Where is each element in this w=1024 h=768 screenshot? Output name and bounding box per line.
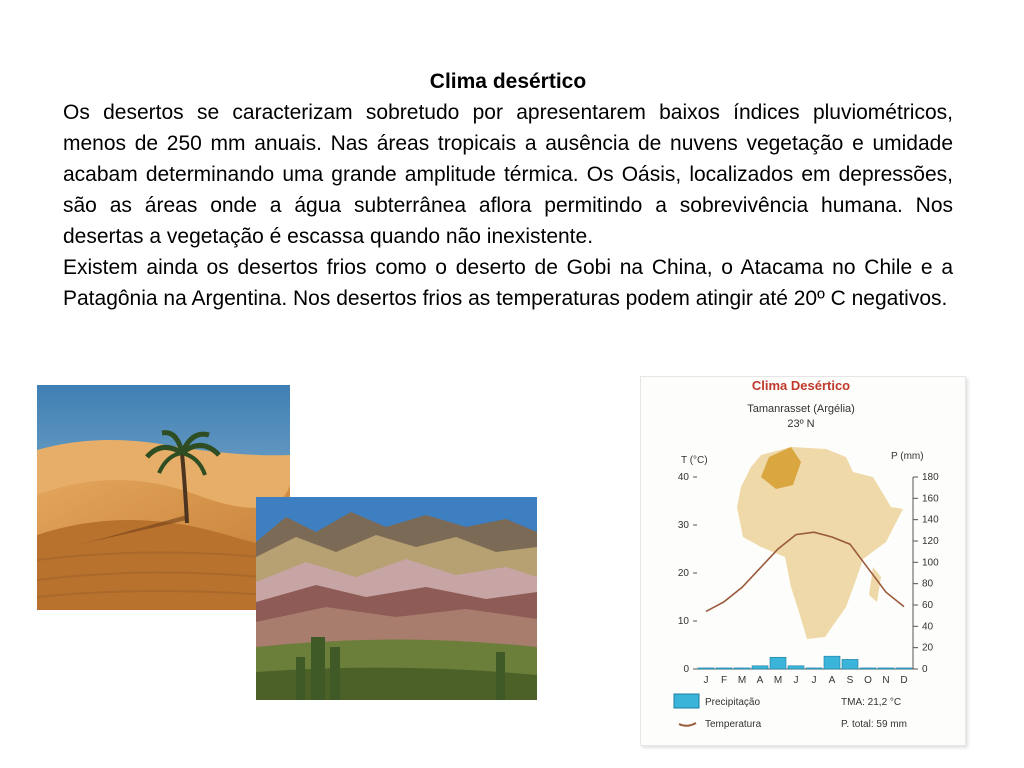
- legend-temp-swatch: [679, 723, 696, 726]
- left-axis-label: T (°C): [681, 455, 708, 466]
- legend-tma-stat: TMA: 21,2 °C: [841, 697, 902, 708]
- precip-bar: [788, 666, 804, 669]
- paragraph-deserts: Os desertos se caracterizam sobretudo por apresentarem baixos índices pluviométricos, menos de 250 mm anuais. Nas áreas tropicais a ausência de nuvens vegetação e umidade acabam determinando uma grande amplitude térmica. Os Oásis, localizados em depressões, são as áreas onde a água subterrânea aflora permitindo a sobrevivência humana. Nos desertas a vegetação é escassa quando não inexistente.: [63, 101, 953, 248]
- month-label: S: [846, 675, 854, 686]
- month-label: J: [793, 675, 799, 686]
- right-tick-label: 120: [922, 536, 939, 547]
- left-tick-label: 0: [683, 664, 689, 675]
- left-tick-label: 10: [677, 616, 689, 627]
- right-axis-label: P (mm): [891, 451, 924, 462]
- left-tick-label: 20: [677, 568, 689, 579]
- month-label: D: [900, 675, 908, 686]
- colored-mountains-photo: [256, 497, 537, 700]
- chart-latitude: 23º N: [787, 418, 815, 430]
- month-label: J: [811, 675, 817, 686]
- right-tick-label: 160: [922, 493, 939, 505]
- left-tick-label: 30: [677, 520, 689, 531]
- right-tick-label: 60: [922, 600, 934, 611]
- month-label: O: [864, 675, 872, 686]
- month-label: A: [756, 675, 764, 686]
- legend-precip-label: Precipitação: [705, 697, 761, 708]
- right-tick-label: 80: [922, 578, 934, 590]
- right-tick-label: 0: [922, 664, 928, 675]
- document-title: Clima desértico: [429, 70, 587, 93]
- precip-bar: [896, 668, 912, 669]
- precip-bar: [824, 656, 840, 669]
- africa-map: [737, 447, 903, 639]
- precip-bar: [698, 668, 714, 669]
- precip-bar: [878, 668, 894, 669]
- right-tick-label: 100: [922, 557, 939, 569]
- right-tick-label: 40: [922, 621, 934, 633]
- legend-ptotal-stat: P. total: 59 mm: [841, 719, 907, 730]
- month-label: A: [828, 675, 836, 686]
- precip-bar: [860, 668, 876, 669]
- right-tick-label: 20: [922, 642, 934, 654]
- desert-palm-photo: [37, 385, 290, 610]
- chart-legend: [674, 694, 907, 730]
- month-label: M: [773, 675, 783, 686]
- month-label: N: [882, 675, 890, 686]
- right-tick-label: 180: [922, 472, 939, 483]
- document-text: [63, 66, 953, 314]
- precip-bar: [770, 657, 786, 669]
- precip-bar: [806, 668, 822, 669]
- precip-bar: [842, 659, 858, 669]
- precip-bar: [716, 668, 732, 669]
- precip-bar: [734, 668, 750, 669]
- legend-precip-swatch: [674, 694, 699, 708]
- month-label: J: [703, 675, 709, 686]
- right-tick-label: 140: [922, 514, 939, 526]
- precip-bar: [752, 666, 768, 669]
- paragraph-cold-deserts: Existem ainda os desertos frios como o deserto de Gobi na China, o Atacama no Chile e a Patagônia na Argentina. Nos desertos frios as temperaturas podem atingir até 20º C negativos.: [63, 256, 953, 310]
- month-label: M: [737, 675, 747, 686]
- chart-title: Clima Desértico: [751, 378, 851, 393]
- legend-temp-label: Temperatura: [705, 719, 762, 730]
- climate-chart-card: [640, 376, 966, 746]
- left-tick-label: 40: [677, 472, 689, 483]
- chart-subtitle: Tamanrasset (Argélia): [747, 403, 855, 415]
- month-label: F: [720, 675, 728, 686]
